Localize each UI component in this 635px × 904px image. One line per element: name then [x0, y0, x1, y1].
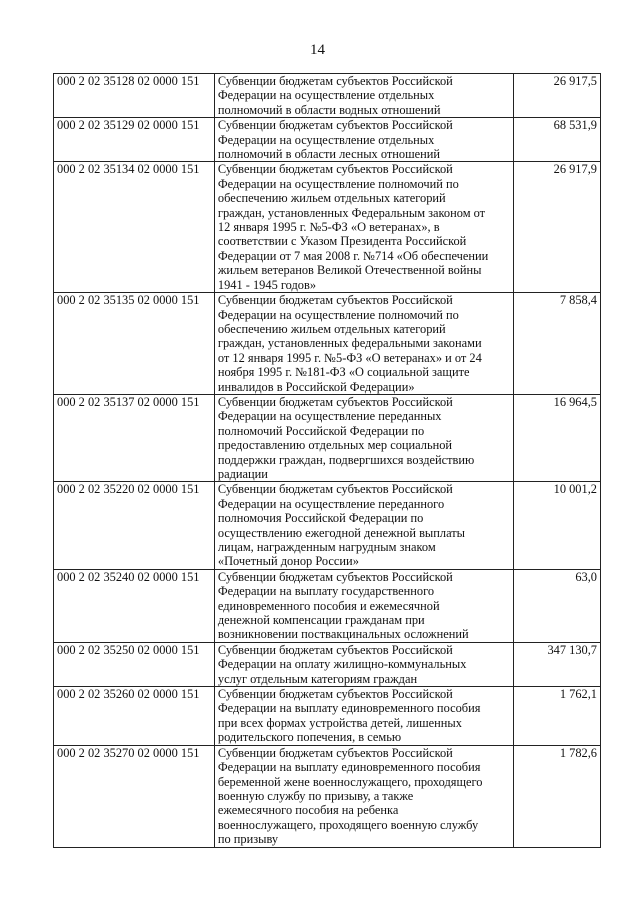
amount-cell: 26 917,5 [513, 74, 601, 118]
description-line: Федерации на осуществление переданных [217, 409, 442, 424]
description-line: лицам, награжденным нагрудным знаком [217, 540, 436, 554]
description-cell [214, 482, 513, 569]
description-line: обеспечению жильем отдельных категорий [217, 191, 446, 206]
description-line: полномочий Российской Федерации по [217, 423, 425, 438]
budget-code-cell: 000 2 02 35240 02 0000 151 [54, 569, 215, 642]
description-line: осуществлению ежегодной денежной выплаты [217, 525, 465, 540]
description-line: Федерации от 7 мая 2008 г. №714 «Об обеспечении [217, 248, 489, 263]
budget-code-cell: 000 2 02 35270 02 0000 151 [54, 745, 215, 847]
description-line: предоставлению отдельных мер социальной [217, 438, 453, 453]
description-cell [214, 293, 513, 395]
table-row [54, 293, 601, 395]
description-line: соответствии с Указом Президента Российской [217, 234, 467, 249]
description-line: родительского попечения, в семью [217, 730, 402, 745]
description-line: Субвенции бюджетам субъектов Российской [217, 394, 453, 409]
amount-cell: 1 782,6 [513, 745, 601, 847]
description-line: услуг отдельным категориям граждан [217, 671, 418, 686]
description-line: Субвенции бюджетам субъектов Российской [217, 118, 453, 133]
table-row [54, 162, 601, 293]
budget-table-body [54, 74, 601, 848]
description-line: Федерации на осуществление полномочий по [217, 307, 459, 322]
description-line: жильем ветеранов Великой Отечественной войны [217, 263, 482, 278]
budget-code-cell: 000 2 02 35128 02 0000 151 [54, 74, 215, 118]
table-row [54, 642, 601, 686]
table-row [54, 687, 601, 746]
description-cell [214, 74, 513, 118]
table-row [54, 74, 601, 118]
budget-code-cell: 000 2 02 35250 02 0000 151 [54, 642, 215, 686]
description-cell [214, 162, 513, 293]
table-row [54, 569, 601, 642]
amount-cell: 26 917,9 [513, 162, 601, 293]
amount-cell: 347 130,7 [513, 642, 601, 686]
budget-code-cell: 000 2 02 35134 02 0000 151 [54, 162, 215, 293]
budget-code-cell: 000 2 02 35260 02 0000 151 [54, 687, 215, 746]
description-line: Федерации на выплату единовременного пособия [217, 760, 481, 775]
description-line: от 12 января 1995 г. №5-ФЗ «О ветеранах» и от 24 [217, 350, 482, 365]
description-line: беременной жене военнослужащего, проходящего [217, 774, 483, 789]
amount-cell: 1 762,1 [513, 687, 601, 746]
description-cell [214, 745, 513, 847]
description-cell [214, 642, 513, 686]
description-line: 12 января 1995 г. №5-ФЗ «О ветеранах», в [217, 220, 440, 235]
description-line: радиации [217, 466, 268, 481]
description-line: «Почетный донор России» [217, 554, 359, 569]
description-cell [214, 394, 513, 481]
description-line: военнослужащего, проходящего военную службу [217, 817, 479, 832]
table-row [54, 482, 601, 569]
description-line: Субвенции бюджетам субъектов Российской [217, 687, 453, 702]
description-cell [214, 118, 513, 162]
description-line: Федерации на осуществление переданного [217, 496, 445, 511]
budget-code-cell: 000 2 02 35137 02 0000 151 [54, 394, 215, 481]
description-line: Субвенции бюджетам субъектов Российской [217, 74, 453, 88]
description-line: граждан, установленных федеральными законами [217, 336, 482, 351]
description-cell [214, 569, 513, 642]
description-line: Субвенции бюджетам субъектов Российской [217, 745, 453, 760]
description-line: Федерации на выплату государственного [217, 584, 435, 599]
amount-cell: 10 001,2 [513, 482, 601, 569]
budget-code-cell: 000 2 02 35129 02 0000 151 [54, 118, 215, 162]
description-line: при всех формах устройства детей, лишенных [217, 715, 462, 730]
description-line: Федерации на осуществление полномочий по [217, 176, 459, 191]
description-line: военную службу по призыву, а также [217, 788, 414, 803]
description-line: Федерации на оплату жилищно-коммунальных [217, 657, 467, 672]
table-row [54, 118, 601, 162]
description-line: Субвенции бюджетам субъектов Российской [217, 642, 453, 657]
description-line: Федерации на осуществление отдельных [217, 132, 435, 147]
description-line: полномочия Российской Федерации по [217, 511, 424, 526]
description-line: Субвенции бюджетам субъектов Российской [217, 482, 453, 497]
description-line: Субвенции бюджетам субъектов Российской [217, 569, 453, 584]
amount-cell: 16 964,5 [513, 394, 601, 481]
description-line: 1941 - 1945 годов» [217, 277, 317, 292]
description-line: ноября 1995 г. №181-ФЗ «О социальной защите [217, 365, 470, 380]
table-row [54, 745, 601, 847]
description-line: возникновении поствакцинальных осложнений [217, 627, 469, 642]
page-number: 14 [310, 42, 325, 58]
amount-cell: 7 858,4 [513, 293, 601, 395]
description-line: граждан, установленных Федеральным законом от [217, 205, 486, 220]
budget-code-cell: 000 2 02 35220 02 0000 151 [54, 482, 215, 569]
description-line: единовременного пособия и ежемесячной [217, 598, 440, 613]
amount-cell: 68 531,9 [513, 118, 601, 162]
budget-code-cell: 000 2 02 35135 02 0000 151 [54, 293, 215, 395]
description-line: Субвенции бюджетам субъектов Российской [217, 162, 453, 177]
budget-table [53, 73, 601, 848]
description-line: Федерации на выплату единовременного пособия [217, 701, 481, 716]
description-line: полномочий в области водных отношений [217, 102, 441, 117]
description-line: ежемесячного пособия на ребенка [217, 803, 399, 818]
description-line: инвалидов в Российской Федерации» [217, 379, 415, 394]
description-line: Федерации на осуществление отдельных [217, 88, 435, 103]
amount-cell: 63,0 [513, 569, 601, 642]
description-line: денежной компенсации гражданам при [217, 613, 425, 628]
description-line: по призыву [217, 832, 279, 847]
description-line: полномочий в области лесных отношений [217, 147, 441, 162]
description-line: поддержки граждан, подвергшихся воздействию [217, 452, 475, 467]
description-line: Субвенции бюджетам субъектов Российской [217, 293, 453, 308]
table-row [54, 394, 601, 481]
description-line: обеспечению жильем отдельных категорий [217, 321, 446, 336]
description-cell [214, 687, 513, 746]
